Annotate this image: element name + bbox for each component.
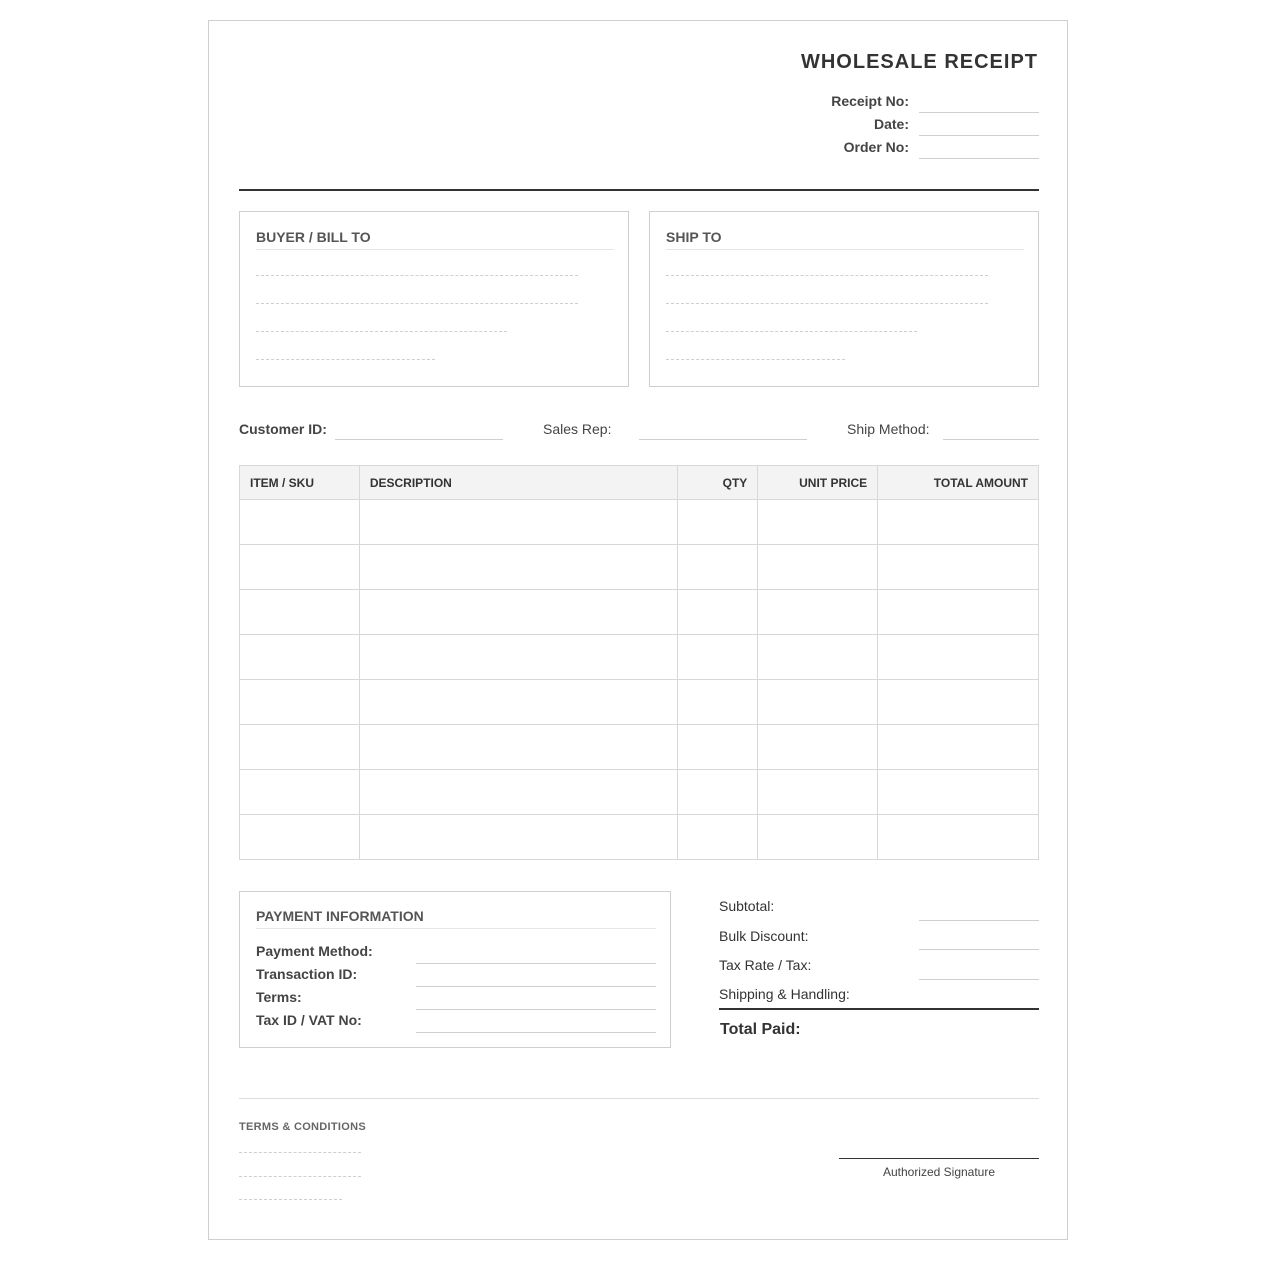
tax-label: Tax Rate / Tax:	[719, 957, 812, 973]
tax-id-label: Tax ID / VAT No:	[256, 1012, 362, 1028]
cell-item-sku[interactable]	[240, 545, 360, 590]
table-row	[240, 500, 1039, 545]
subtotal-label: Subtotal:	[719, 898, 775, 914]
col-unit-price: UNIT PRICE	[758, 466, 878, 500]
cell-description[interactable]	[359, 545, 678, 590]
ship-line-4[interactable]	[666, 359, 845, 360]
cell-qty[interactable]	[678, 635, 758, 680]
cell-unit-price[interactable]	[758, 590, 878, 635]
terms-conditions-title: TERMS & CONDITIONS	[239, 1121, 367, 1133]
cell-unit-price[interactable]	[758, 500, 878, 545]
cell-item-sku[interactable]	[240, 770, 360, 815]
items-table	[239, 465, 1039, 860]
terms-line-2[interactable]	[239, 1176, 361, 1177]
payment-method-label: Payment Method:	[256, 943, 373, 959]
cell-total-amount[interactable]	[878, 545, 1039, 590]
cell-item-sku[interactable]	[240, 725, 360, 770]
shipping-label: Shipping & Handling:	[719, 986, 850, 1002]
ship-to-box	[649, 211, 1039, 387]
header-divider	[239, 189, 1039, 191]
buyer-box	[239, 211, 629, 387]
bulk-discount-field[interactable]	[919, 949, 1039, 950]
cell-description[interactable]	[359, 815, 678, 860]
items-table-body	[240, 500, 1039, 860]
ship-method-field[interactable]	[943, 439, 1039, 440]
buyer-line-4[interactable]	[256, 359, 435, 360]
ship-line-1[interactable]	[666, 275, 988, 276]
order-no-field[interactable]	[919, 158, 1039, 159]
total-divider	[719, 1008, 1039, 1010]
cell-item-sku[interactable]	[240, 815, 360, 860]
payment-box	[239, 891, 671, 1048]
table-row	[240, 680, 1039, 725]
cell-total-amount[interactable]	[878, 680, 1039, 725]
customer-id-field[interactable]	[335, 439, 503, 440]
cell-total-amount[interactable]	[878, 635, 1039, 680]
terms-label: Terms:	[256, 989, 302, 1005]
bulk-discount-label: Bulk Discount:	[719, 928, 809, 944]
tax-id-field[interactable]	[416, 1032, 656, 1033]
cell-description[interactable]	[359, 500, 678, 545]
cell-unit-price[interactable]	[758, 680, 878, 725]
cell-qty[interactable]	[678, 590, 758, 635]
cell-qty[interactable]	[678, 815, 758, 860]
table-row	[240, 815, 1039, 860]
date-label: Date:	[873, 116, 909, 132]
cell-item-sku[interactable]	[240, 590, 360, 635]
receipt-page	[208, 20, 1068, 1240]
ship-to-title-divider	[666, 249, 1024, 250]
cell-qty[interactable]	[678, 680, 758, 725]
cell-total-amount[interactable]	[878, 725, 1039, 770]
terms-line-1[interactable]	[239, 1152, 361, 1153]
buyer-line-3[interactable]	[256, 331, 507, 332]
table-row	[240, 635, 1039, 680]
transaction-id-field[interactable]	[416, 986, 656, 987]
transaction-id-label: Transaction ID:	[256, 966, 358, 982]
buyer-line-2[interactable]	[256, 303, 578, 304]
col-item-sku: ITEM / SKU	[240, 466, 360, 500]
sales-rep-field[interactable]	[639, 439, 807, 440]
terms-line-3[interactable]	[239, 1199, 342, 1200]
cell-total-amount[interactable]	[878, 815, 1039, 860]
items-table-header	[240, 466, 1039, 500]
date-field[interactable]	[919, 135, 1039, 136]
document-title: WHOLESALE RECEIPT	[800, 51, 1038, 73]
buyer-line-1[interactable]	[256, 275, 578, 276]
cell-unit-price[interactable]	[758, 725, 878, 770]
table-row	[240, 545, 1039, 590]
buyer-title-divider	[256, 249, 614, 250]
payment-title-divider	[256, 928, 656, 929]
receipt-no-label: Receipt No:	[831, 93, 909, 109]
terms-field[interactable]	[416, 1009, 656, 1010]
tax-field[interactable]	[919, 979, 1039, 980]
ship-line-3[interactable]	[666, 331, 917, 332]
subtotal-field[interactable]	[919, 920, 1039, 921]
cell-qty[interactable]	[678, 725, 758, 770]
payment-method-field[interactable]	[416, 963, 656, 964]
cell-description[interactable]	[359, 770, 678, 815]
ship-line-2[interactable]	[666, 303, 988, 304]
cell-item-sku[interactable]	[240, 500, 360, 545]
cell-total-amount[interactable]	[878, 590, 1039, 635]
cell-item-sku[interactable]	[240, 680, 360, 725]
cell-total-amount[interactable]	[878, 500, 1039, 545]
table-row	[240, 590, 1039, 635]
ship-to-title: SHIP TO	[666, 229, 722, 245]
total-paid-label: Total Paid:	[720, 1021, 801, 1038]
col-qty: QTY	[678, 466, 758, 500]
cell-qty[interactable]	[678, 500, 758, 545]
cell-unit-price[interactable]	[758, 770, 878, 815]
signature-label: Authorized Signature	[882, 1165, 996, 1179]
cell-unit-price[interactable]	[758, 635, 878, 680]
payment-title: PAYMENT INFORMATION	[256, 908, 424, 924]
receipt-no-field[interactable]	[919, 112, 1039, 113]
order-no-label: Order No:	[843, 139, 909, 155]
sales-rep-label: Sales Rep:	[543, 421, 612, 437]
table-row	[240, 725, 1039, 770]
signature-line[interactable]	[839, 1158, 1039, 1159]
cell-qty[interactable]	[678, 770, 758, 815]
col-total-amount: TOTAL AMOUNT	[878, 466, 1039, 500]
cell-unit-price[interactable]	[758, 545, 878, 590]
table-row	[240, 770, 1039, 815]
cell-description[interactable]	[359, 590, 678, 635]
footer-divider	[239, 1098, 1039, 1099]
cell-qty[interactable]	[678, 545, 758, 590]
ship-method-label: Ship Method:	[847, 421, 930, 437]
cell-description[interactable]	[359, 725, 678, 770]
cell-item-sku[interactable]	[240, 635, 360, 680]
cell-description[interactable]	[359, 680, 678, 725]
col-description: DESCRIPTION	[359, 466, 678, 500]
cell-unit-price[interactable]	[758, 815, 878, 860]
customer-id-label: Customer ID:	[239, 421, 327, 437]
cell-description[interactable]	[359, 635, 678, 680]
cell-total-amount[interactable]	[878, 770, 1039, 815]
buyer-title: BUYER / BILL TO	[256, 229, 371, 245]
